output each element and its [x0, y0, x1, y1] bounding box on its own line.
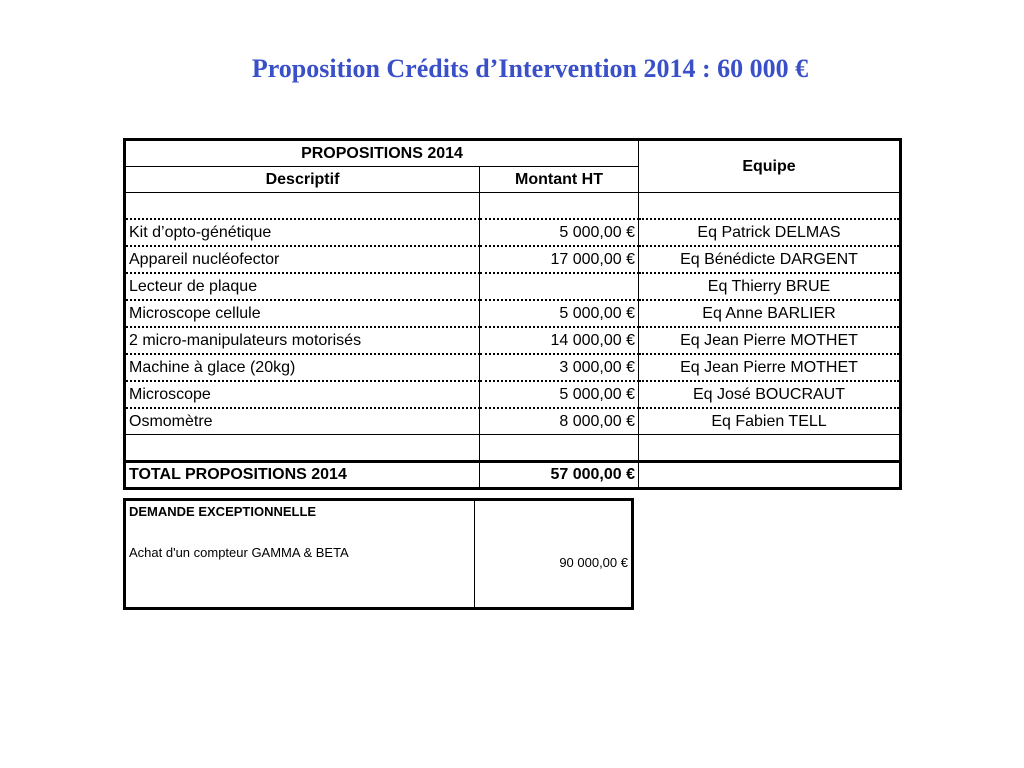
equipe-cell: Eq Patrick DELMAS [639, 219, 901, 246]
equipe-cell: Eq José BOUCRAUT [639, 381, 901, 408]
table-row [125, 327, 901, 354]
total-row [125, 462, 901, 489]
montant-cell: 5 000,00 € [480, 219, 639, 246]
equipe-cell: Eq Jean Pierre MOTHET [639, 354, 901, 381]
descriptif-cell: Kit d’opto-génétique [125, 219, 480, 246]
montant-cell [480, 273, 639, 300]
descriptif-cell: Microscope [125, 381, 480, 408]
col-descriptif-header: Descriptif [125, 167, 480, 193]
montant-cell: 5 000,00 € [480, 300, 639, 327]
table-row [125, 408, 901, 435]
table-row [125, 300, 901, 327]
equipe-cell: Eq Fabien TELL [639, 408, 901, 435]
propositions-table [123, 138, 902, 490]
descriptif-cell: Lecteur de plaque [125, 273, 480, 300]
equipe-cell: Eq Jean Pierre MOTHET [639, 327, 901, 354]
descriptif-cell: Machine à glace (20kg) [125, 354, 480, 381]
exceptional-request-table [123, 498, 634, 610]
exceptional-amount: 90 000,00 € [475, 500, 633, 609]
equipe-cell: Eq Bénédicte DARGENT [639, 246, 901, 273]
montant-cell: 5 000,00 € [480, 381, 639, 408]
table-row [125, 246, 901, 273]
table-row [125, 273, 901, 300]
col-equipe-header: Equipe [639, 140, 901, 193]
descriptif-cell: Osmomètre [125, 408, 480, 435]
total-value: 57 000,00 € [480, 462, 639, 489]
montant-cell: 17 000,00 € [480, 246, 639, 273]
exceptional-header: DEMANDE EXCEPTIONNELLE [129, 504, 317, 519]
table-row [125, 354, 901, 381]
group-header: PROPOSITIONS 2014 [125, 140, 639, 167]
equipe-cell: Eq Anne BARLIER [639, 300, 901, 327]
total-label: TOTAL PROPOSITIONS 2014 [125, 462, 480, 489]
slide-title: Proposition Crédits d’Intervention 2014 : 60 000 € [251, 54, 809, 83]
table-row [125, 381, 901, 408]
descriptif-cell: Appareil nucléofector [125, 246, 480, 273]
descriptif-cell: Microscope cellule [125, 300, 480, 327]
montant-cell: 8 000,00 € [480, 408, 639, 435]
descriptif-cell: 2 micro-manipulateurs motorisés [125, 327, 480, 354]
table-row [125, 219, 901, 246]
col-montant-header: Montant HT [480, 167, 639, 193]
exceptional-item: Achat d'un compteur GAMMA & BETA [129, 545, 349, 560]
equipe-cell: Eq Thierry BRUE [639, 273, 901, 300]
montant-cell: 14 000,00 € [480, 327, 639, 354]
exceptional-description [125, 500, 475, 609]
montant-cell: 3 000,00 € [480, 354, 639, 381]
